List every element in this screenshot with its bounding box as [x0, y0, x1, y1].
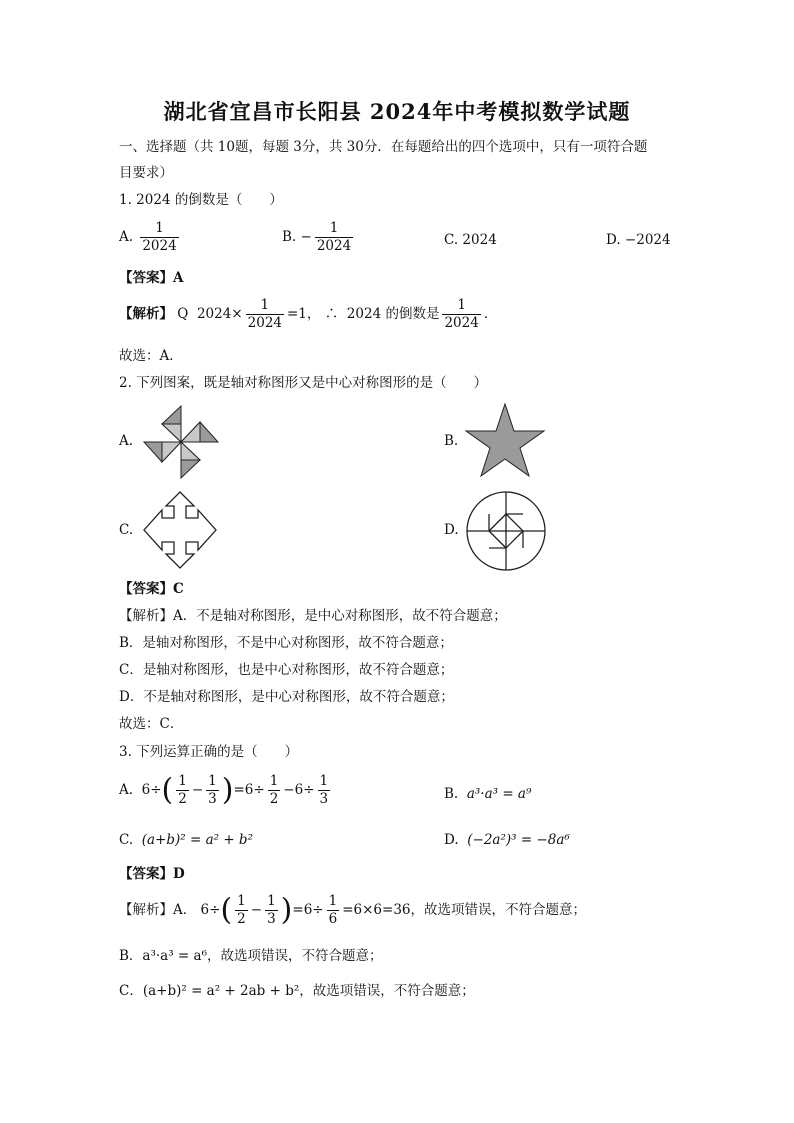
minus-sign: − — [300, 229, 312, 245]
option-label: B. — [444, 786, 459, 802]
expr-part: =6÷ — [292, 902, 324, 918]
left-paren: ( — [220, 892, 233, 928]
expr-part: ． — [483, 306, 498, 322]
circle-pinwheel-shape — [465, 490, 547, 572]
q3-answer: 【答案】D — [119, 866, 185, 882]
q2-conclusion: 故选：C． — [119, 716, 184, 732]
fraction: $\frac{1}{2}$ — [178, 773, 187, 807]
q3-option-b — [444, 784, 531, 804]
q1-stem: 1. 2024 的倒数是（ ） — [119, 192, 283, 208]
pinwheel-shape — [142, 404, 220, 480]
fraction: $\frac{1}{2024}$ — [247, 297, 282, 331]
right-paren: ) — [221, 772, 234, 808]
page-title: 湖北省宜昌市长阳县 2024年中考模拟数学试题 — [163, 99, 631, 124]
q2-analysis-d: D．不是轴对称图形，是中心对称图形，故不符合题意； — [119, 689, 454, 705]
fraction: $\frac{1}{2024}$ — [444, 297, 479, 331]
q3-option-a: A. 6÷( $\frac{1}{2}$ − $\frac{1}{3}$ )=6÷ $\frac{1}{2}$ −6÷ $\frac{1}{3}$ — [119, 772, 329, 808]
expr-part: =6÷ — [233, 782, 265, 798]
q2-option-d-label: D. — [444, 522, 459, 538]
q3-analysis-b: B．a³·a³ = a⁶，故选项错误，不符合题意； — [119, 948, 383, 964]
option-label: A. — [119, 229, 134, 245]
q3-stem: 3. 下列运算正确的是（ ） — [119, 744, 299, 760]
fraction: $\frac{1}{2024}$ — [316, 220, 352, 254]
fraction: $\frac{1}{3}$ — [319, 773, 329, 807]
fraction: $\frac{1}{3}$ — [208, 773, 217, 807]
math-expression: a³·a³ = a⁹ — [466, 786, 532, 802]
q1-option-d: D. −2024 — [606, 232, 671, 248]
option-label: C. — [119, 832, 134, 848]
therefore-symbol: ∴ — [324, 306, 339, 322]
section-heading-line1: 一、选择题（共 10题，每题 3分，共 30分．在每题给出的四个选项中，只有一项符合题 — [119, 139, 648, 155]
expr-part: 2024× — [196, 306, 243, 322]
q1-option-c: C. 2024 — [444, 232, 497, 248]
q2-stem: 2. 下列图案，既是轴对称图形又是中心对称图形的是（ ） — [119, 375, 488, 391]
q1-option-b — [282, 220, 356, 255]
fraction: $\frac{1}{2}$ — [237, 893, 246, 927]
q3-option-d — [444, 830, 570, 850]
left-paren: ( — [161, 772, 174, 808]
expr-part: 2024 的倒数是 — [346, 306, 440, 322]
q2-answer: 【答案】C — [119, 581, 184, 597]
q1-conclusion: 故选：A． — [119, 348, 183, 364]
four-arrows-shape — [140, 490, 220, 570]
q2-option-b-label: B. — [444, 433, 459, 449]
fraction: $\frac{1}{2024}$ — [142, 220, 177, 254]
option-label: B. — [282, 229, 297, 245]
analysis-label: 【解析】A． — [119, 902, 197, 918]
q2-analysis-c: C．是轴对称图形，也是中心对称图形，故不符合题意； — [119, 662, 454, 678]
q3-analysis-a: 【解析】A． 6÷( $\frac{1}{2}$ − $\frac{1}{3}$ )=6÷ $\frac{1}{6}$ =6×6=36，故选项错误，不符合题意； — [119, 892, 586, 928]
math-expression: (−2a²)³ = −8a⁶ — [467, 832, 570, 848]
right-paren: ) — [280, 892, 293, 928]
section-heading-line2: 目要求） — [119, 165, 173, 181]
fraction: $\frac{1}{6}$ — [328, 893, 338, 927]
expr-part: =1， — [287, 306, 321, 322]
q1-option-a — [119, 220, 182, 255]
q1-answer: 【答案】A — [119, 270, 184, 286]
q2-analysis-b: B．是轴对称图形，不是中心对称图形，故不符合题意； — [119, 635, 453, 651]
analysis-label: 【解析】 — [119, 306, 173, 322]
fraction: $\frac{1}{3}$ — [267, 893, 276, 927]
q3-analysis-c: C．(a+b)² = a² + 2ab + b²，故选项错误，不符合题意； — [119, 983, 475, 999]
option-label: A. — [119, 782, 134, 798]
q2-option-c-label: C. — [119, 522, 134, 538]
expr-part: −6÷ — [283, 782, 315, 798]
q2-analysis-a: 【解析】A．不是轴对称图形，是中心对称图形，故不符合题意； — [119, 608, 507, 624]
q3-option-c — [119, 830, 253, 850]
option-label: D. — [444, 832, 459, 848]
math-expression: (a+b)² = a² + b² — [141, 832, 253, 848]
because-symbol: Q — [177, 306, 189, 322]
star-shape — [464, 402, 546, 478]
fraction: $\frac{1}{2}$ — [269, 773, 279, 807]
q2-option-a-label: A. — [119, 433, 134, 449]
q1-analysis — [119, 297, 497, 332]
expr-part: 6÷ — [141, 782, 162, 798]
expr-part: =6×6=36，故选项错误，不符合题意； — [342, 902, 586, 918]
